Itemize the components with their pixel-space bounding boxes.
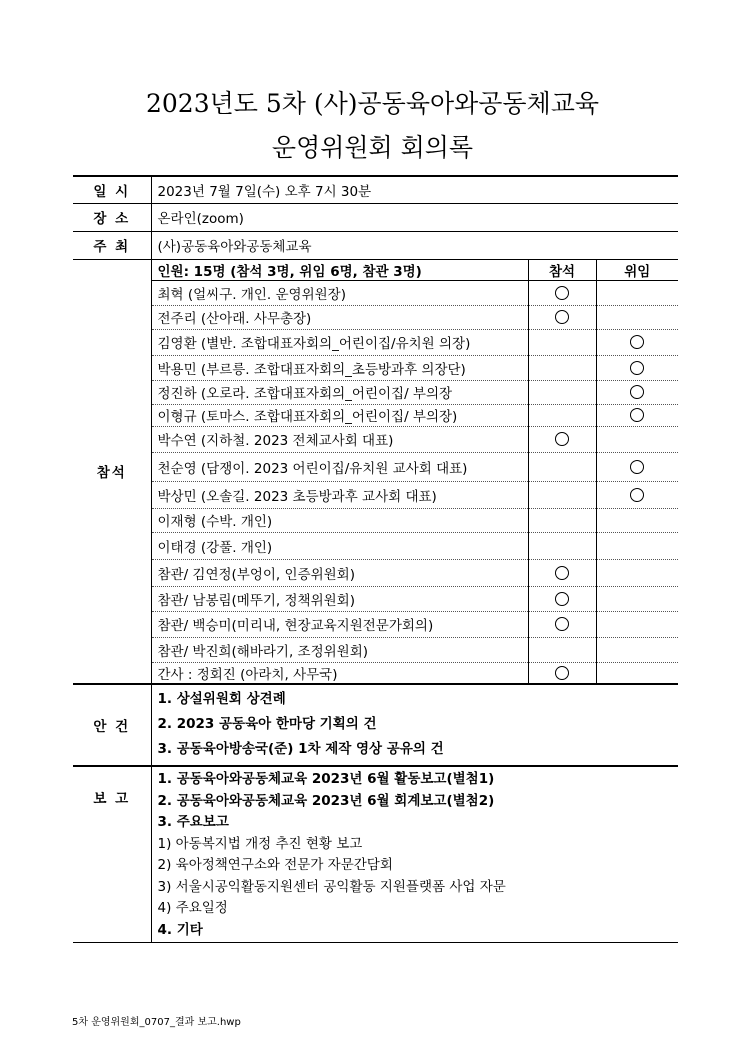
attendee-name: 참관/ 백승미(미리내, 현장교육지원전문가회의) <box>151 611 528 637</box>
proxy-mark-cell <box>596 508 678 532</box>
date-value: 2023년 7월 7일(수) 오후 7시 30분 <box>151 176 678 203</box>
attend-circle-mark <box>555 617 569 631</box>
report-item: 1. 공동육아와공동체교육 2023년 6월 활동보고(별첨1) <box>157 771 495 787</box>
attend-circle-mark <box>555 310 569 324</box>
host-label: 주 최 <box>73 231 151 259</box>
proxy-mark-cell <box>596 637 678 662</box>
attend-mark-cell <box>528 662 596 684</box>
minutes-table <box>73 175 678 943</box>
report-item: 3. 주요보고 <box>157 814 229 830</box>
proxy-column-header: 위임 <box>596 259 678 280</box>
attend-circle-mark <box>555 592 569 606</box>
attendee-name: 최혁 (얼씨구. 개인. 운영위원장) <box>151 280 528 305</box>
report-item: 1) 아동복지법 개정 추진 현황 보고 <box>157 835 363 852</box>
report-item: 2) 육아정책연구소와 전문가 자문간담회 <box>157 857 393 873</box>
date-label: 일 시 <box>73 176 151 203</box>
place-row <box>73 203 678 231</box>
proxy-mark-cell <box>596 586 678 611</box>
report-item: 3) 서울시공익활동지원센터 공익활동 지원플랫폼 사업 자문 <box>157 878 506 895</box>
attendance-label: 참석 <box>73 259 151 684</box>
attend-mark-cell <box>528 305 596 329</box>
report-item: 4. 기타 <box>157 921 203 938</box>
attend-mark-cell <box>528 280 596 305</box>
agenda-item: 3. 공동육아방송국(준) 1차 제작 영상 공유의 건 <box>157 741 444 757</box>
report-row <box>73 766 678 942</box>
attend-mark-cell <box>528 481 596 508</box>
attend-mark-cell <box>528 586 596 611</box>
attend-circle-mark <box>555 666 569 680</box>
attendee-name: 박상민 (오솔길. 2023 초등방과후 교사회 대표) <box>151 481 528 508</box>
attendee-name: 박수연 (지하철. 2023 전체교사회 대표) <box>151 426 528 452</box>
attendee-name: 참관/ 김연정(부엉이, 인증위원회) <box>151 559 528 586</box>
host-row <box>73 231 678 259</box>
report-item: 4) 주요일정 <box>157 900 228 916</box>
attendee-row <box>73 426 678 452</box>
attend-mark-cell <box>528 380 596 404</box>
attendee-row <box>73 559 678 586</box>
proxy-mark-cell <box>596 532 678 559</box>
attendee-name: 박용민 (부르릉. 조합대표자회의_초등방과후 의장단) <box>151 355 528 380</box>
document-title-line2: 운영위원회 회의록 <box>271 133 474 162</box>
attendee-name: 정진하 (오로라. 조합대표자회의_어린이집/ 부의장 <box>151 380 528 404</box>
proxy-mark-cell <box>596 559 678 586</box>
attendance-summary: 인원: 15명 (참석 3명, 위임 6명, 참관 3명) <box>151 259 528 280</box>
proxy-mark-cell <box>596 329 678 355</box>
attend-mark-cell <box>528 355 596 380</box>
report-label: 보 고 <box>73 766 151 942</box>
proxy-mark-cell <box>596 662 678 684</box>
agenda-list <box>151 684 678 766</box>
attend-circle-mark <box>555 432 569 446</box>
file-name-footer: 5차 운영위원회_0707_결과 보고.hwp <box>72 1017 241 1028</box>
attend-circle-mark <box>555 566 569 580</box>
proxy-circle-mark <box>630 385 644 399</box>
attendee-name: 참관/ 박진희(해바라기, 조정위원회) <box>151 637 528 662</box>
attendee-name: 전주리 (산아래. 사무총장) <box>151 305 528 329</box>
attend-mark-cell <box>528 426 596 452</box>
attendee-row <box>73 637 678 662</box>
proxy-mark-cell <box>596 452 678 481</box>
attend-mark-cell <box>528 559 596 586</box>
date-row <box>73 176 678 203</box>
attendee-row <box>73 532 678 559</box>
attendee-row <box>73 508 678 532</box>
attendee-row <box>73 611 678 637</box>
attendee-name: 천순영 (담쟁이. 2023 어린이집/유치원 교사회 대표) <box>151 452 528 481</box>
attendee-name: 간사 : 정회진 (아라치, 사무국) <box>151 662 528 684</box>
proxy-circle-mark <box>630 408 644 422</box>
proxy-circle-mark <box>630 335 644 349</box>
agenda-item: 1. 상설위원회 상견례 <box>157 691 286 707</box>
proxy-mark-cell <box>596 481 678 508</box>
attendee-name: 이재형 (수박. 개인) <box>151 508 528 532</box>
attendee-row <box>73 662 678 684</box>
attendee-name: 이형규 (토마스. 조합대표자회의_어린이집/ 부의장) <box>151 404 528 426</box>
proxy-mark-cell <box>596 305 678 329</box>
attend-mark-cell <box>528 404 596 426</box>
proxy-mark-cell <box>596 355 678 380</box>
attendee-row <box>73 280 678 305</box>
proxy-mark-cell <box>596 611 678 637</box>
attendee-row <box>73 329 678 355</box>
document-title-line1: 2023년도 5차 (사)공동육아와공동체교육 <box>145 89 600 118</box>
attend-circle-mark <box>555 286 569 300</box>
attend-mark-cell <box>528 508 596 532</box>
place-label: 장 소 <box>73 203 151 231</box>
attendee-row <box>73 481 678 508</box>
proxy-circle-mark <box>630 460 644 474</box>
attendee-row <box>73 355 678 380</box>
report-item: 2. 공동육아와공동체교육 2023년 6월 회계보고(별첨2) <box>157 792 495 809</box>
proxy-circle-mark <box>630 488 644 502</box>
place-value: 온라인(zoom) <box>151 203 678 231</box>
attendee-row <box>73 404 678 426</box>
proxy-mark-cell <box>596 404 678 426</box>
agenda-item: 2. 2023 공동육아 한마당 기획의 건 <box>157 716 377 732</box>
attendee-row <box>73 452 678 481</box>
agenda-label: 안 건 <box>73 684 151 766</box>
agenda-row <box>73 684 678 766</box>
proxy-mark-cell <box>596 426 678 452</box>
attendee-name: 참관/ 남봉림(메뚜기, 정책위원회) <box>151 586 528 611</box>
attend-mark-cell <box>528 329 596 355</box>
proxy-mark-cell <box>596 280 678 305</box>
proxy-circle-mark <box>630 361 644 375</box>
attendee-name: 김영환 (별반. 조합대표자회의_어린이집/유치원 의장) <box>151 329 528 355</box>
attend-mark-cell <box>528 611 596 637</box>
attend-mark-cell <box>528 637 596 662</box>
attend-mark-cell <box>528 532 596 559</box>
attendee-row <box>73 380 678 404</box>
attendee-name: 이태경 (강풀. 개인) <box>151 532 528 559</box>
attend-mark-cell <box>528 452 596 481</box>
host-value: (사)공동육아와공동체교육 <box>151 231 678 259</box>
proxy-mark-cell <box>596 380 678 404</box>
attendee-row <box>73 305 678 329</box>
attendee-row <box>73 586 678 611</box>
report-list <box>151 766 678 942</box>
attendance-header-row <box>73 259 678 280</box>
attend-column-header: 참석 <box>528 259 596 280</box>
